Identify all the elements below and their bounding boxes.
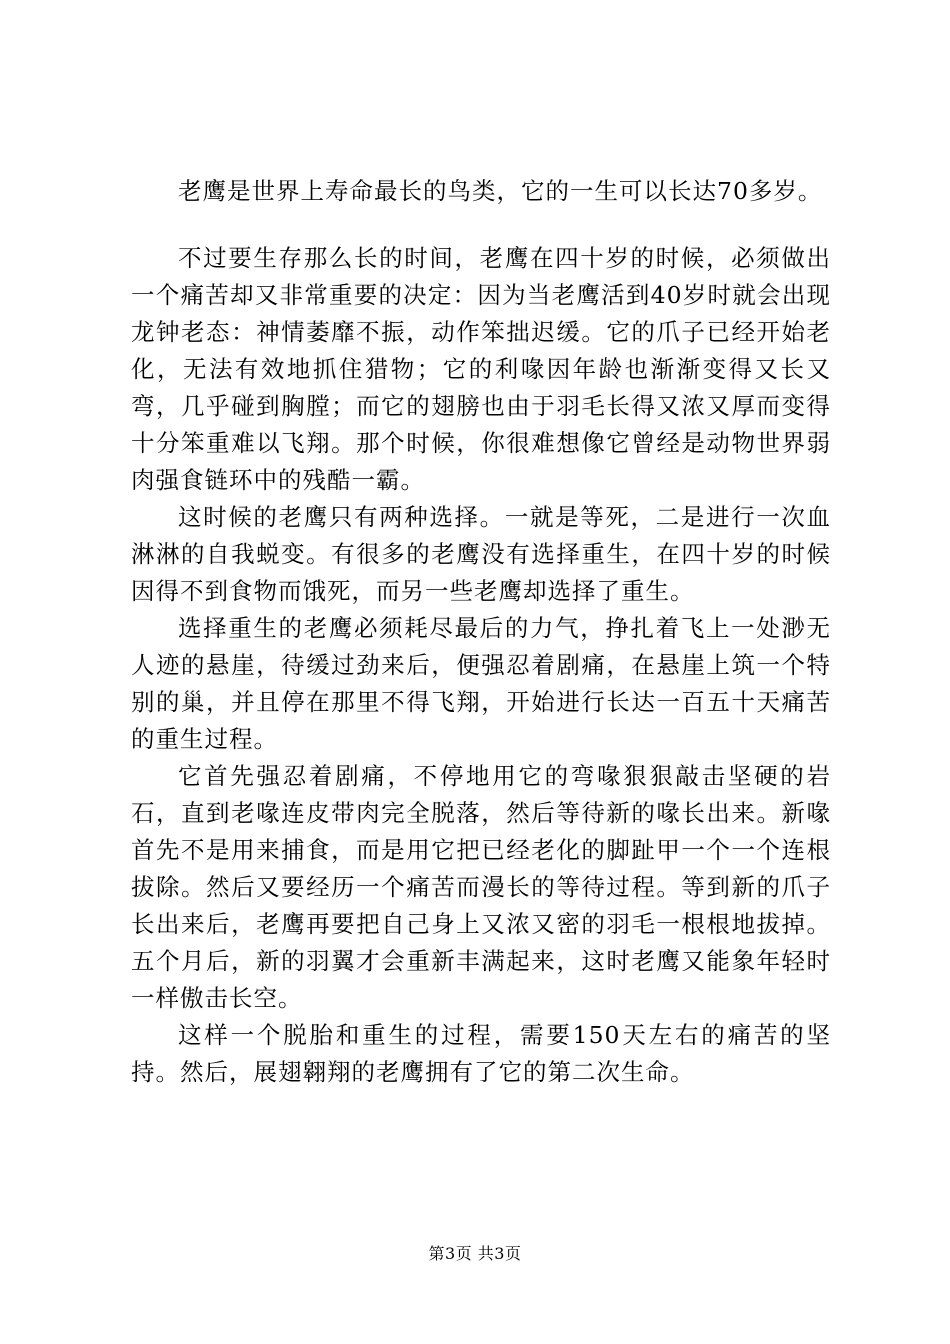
paragraph-conclusion: 这样一个脱胎和重生的过程，需要150天左右的痛苦的坚持。然后，展翅翱翔的老鹰拥有了它的第二次生命。 <box>131 1021 831 1086</box>
paragraph-choice: 这时候的老鹰只有两种选择。一就是等死，二是进行一次血淋淋的自我蜕变。有很多的老鹰没有选择重生，在四十岁的时候因得不到食物而饿死，而另一些老鹰却选择了重生。 <box>131 503 831 605</box>
paragraph-decision: 不过要生存那么长的时间，老鹰在四十岁的时候，必须做出一个痛苦却又非常重要的决定：因为当老鹰活到40岁时就会出现龙钟老态：神情萎靡不振，动作笨拙迟缓。它的爪子已经开始老化，无法有效地抓住猎物；它的利喙因年龄也渐渐变得又长又弯，几乎碰到胸膛；而它的翅膀也由于羽毛长得又浓又厚而变得十分笨重难以飞翔。那个时候，你很难想像它曾经是动物世界弱肉强食链环中的残酷一霸。 <box>131 244 831 494</box>
paragraph-cliff: 选择重生的老鹰必须耗尽最后的力气，挣扎着飞上一处渺无人迹的悬崖，待缓过劲来后，便强忍着剧痛，在悬崖上筑一个特别的巢，并且停在那里不得飞翔，开始进行长达一百五十天痛苦的重生过程。 <box>131 614 831 753</box>
paragraph-intro: 老鹰是世界上寿命最长的鸟类，它的一生可以长达70多岁。 <box>178 177 823 205</box>
paragraph-rebirth-process: 它首先强忍着剧痛，不停地用它的弯喙狠狠敲击坚硬的岩石，直到老喙连皮带肉完全脱落，然后等待新的喙长出来。新喙首先不是用来捕食，而是用它把已经老化的脚趾甲一个一个连根拔除。然后又要经历一个痛苦而漫长的等待过程。等到新的爪子长出来后，老鹰再要把自己身上又浓又密的羽毛一根根地拔掉。五个月后，新的羽翼才会重新丰满起来，这时老鹰又能象年轻时一样傲击长空。 <box>131 762 831 1012</box>
page-number-footer: 第3页 共3页 <box>428 1244 522 1263</box>
document-body <box>131 173 831 1091</box>
